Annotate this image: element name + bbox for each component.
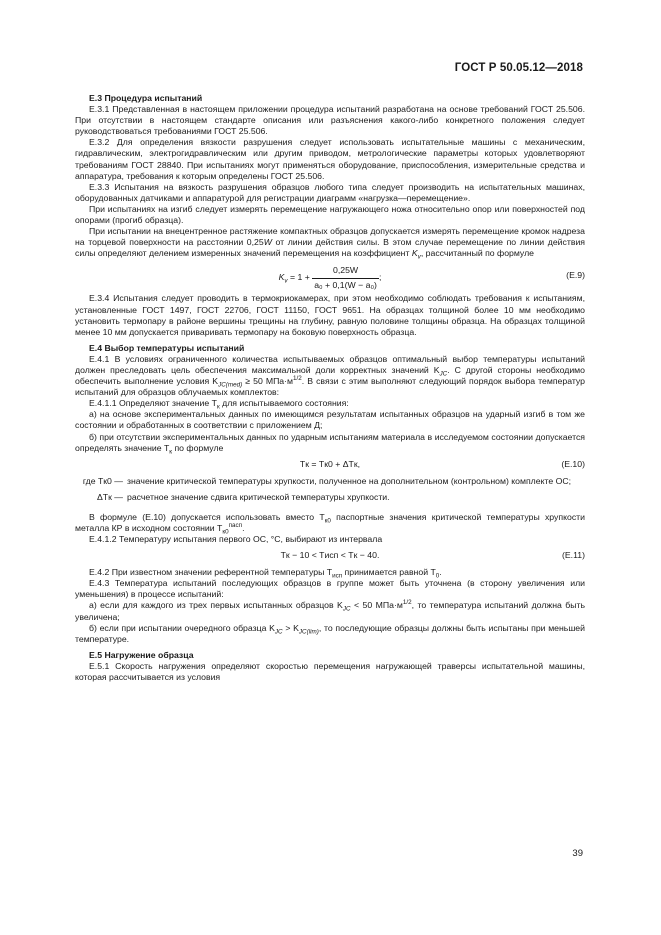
paragraph: Е.4.3 Температура испытаний последующих образцов в группе может быть уточнена (в сторону увеличения или уменьшения) в процессе испытаний: [75, 578, 585, 600]
document-code: ГОСТ Р 50.05.12—2018 [454, 62, 583, 74]
paragraph: а) на основе экспериментальных данных по имеющимся результатам испытанных образцов на ударный изгиб в том же состоянии и обработанных в соответствии с приложением Д; [75, 409, 585, 431]
document-body [75, 93, 585, 683]
formula-e11: Tк − 10 < Tисп < Tк − 40. (Е.11) [280, 550, 585, 561]
paragraph: Е.4.1 В условиях ограниченного количества испытываемых образцов оптимальный выбор температуры испытаний должен преследовать цель обеспечения максимальной доли корректных значений $K_{JC}$. С другой стороны необходимо обеспечить выполнение условия $K_{JC(med)} \ge 50$ $МПа\cdot м^{1/2}$. В связи с этим выполняют следующий порядок выбора температур испытаний для образцов облучаемых комплектов: [75, 353, 585, 398]
page-number: 39 [572, 848, 583, 859]
section-heading-e4: Е.4 Выбор температуры испытаний [89, 342, 245, 353]
formula-e9: $K_v = 1$ + $\frac{0,25W}{\text{a₀ + 0,1(W − a₀)}}$ ; (Е.9) [278, 265, 585, 290]
definition-item: ΔTк — расчетное значение сдвига критической температуры хрупкости. [96, 491, 390, 502]
formula-e10: Tк = Tк0 + ΔTк, (Е.10) [299, 458, 585, 469]
section-heading-e5: Е.5 Нагружение образца [89, 649, 194, 660]
definition-item: где Tк0 — значение критической температуры хрупкости, полученное на дополнительном (контрольном) комплекте ОС; [82, 475, 572, 486]
paragraph: б) если при испытании очередного образца $K_{JC} > K_{JC(lim)}$, то последующие образцы должны быть испытаны при меньшей температуре. [75, 622, 585, 644]
section-heading-e3: Е.3 Процедура испытаний [89, 93, 203, 103]
paragraph: Е.4.1.1 Определяют значение $T_к$ для испытываемого состояния: [89, 398, 349, 411]
paragraph: Е.3.1 Представленная в настоящем приложении процедура испытаний разработана на основе требований ГОСТ 25.506. При отсутствии в настоящем стандарте описания или разъяснения какого-либо конкретного положения следует руководствоваться требованиями ГОСТ 25.506. [75, 104, 585, 137]
paragraph: Е.3.3 Испытания на вязкость разрушения образцов любого типа следует производить на испытательных машинах, оборудованных датчиками и аппаратурой для регистрации диаграмм «нагрузка—перемещение». [75, 181, 585, 203]
paragraph: При испытаниях на изгиб следует измерять перемещение нагружающего ножа относительно опор или поверхностей под опорами (прогиб образца). [75, 203, 585, 226]
paragraph: б) при отсутствии экспериментальных данных по ударным испытаниям материала в исследуемом состоянии допускается определять значение $T_к$ по формуле [75, 431, 585, 456]
paragraph: При испытании на внецентренное растяжение компактных образцов допускается измерять перемещение кромок надреза на торцевой поверхности на расстоянии 0,25W от линии действия силы. В этом случае перемещение по линии действия силы определяют делением измеренных значений перемещения на коэффициент $K_v$, рассчитанный по формуле [75, 226, 585, 262]
formula-number: (Е.11) [561, 550, 585, 561]
paragraph: В формуле (Е.10) допускается использовать вместо $T_{к0}$ паспортные значения критической температуры хрупкости металла КР в исходном состоянии $T_{к0}^{пасп}$. [75, 511, 585, 536]
paragraph: Е.4.2 При известном значении референтной температуры $T_{исп}$ принимается равной $T_0$. [89, 567, 442, 580]
fraction: $\frac{0,25W}{\text{a₀ + 0,1(W − a₀)}}$ [314, 265, 377, 290]
paragraph: Е.3.4 Испытания следует проводить в термокриокамерах, при этом необходимо соблюдать требования к испытаниям, установленные ГОСТ 1497, ГОСТ 22706, ГОСТ 11150, ГОСТ 9651. На образцах толщиной более 10 мм необходимо установить термопару в районе вершины трещины на глубину, равную половине толщины образца. На образцах толщиной менее 10 мм допускается приваривать термопару на боковую поверхность образца. [75, 293, 585, 337]
paragraph: Е.3.2 Для определения вязкости разрушения следует использовать испытательные машины с механическим, гидравлическим, электрогидравлическим или другим приводом, метрологические параметры которых удовлетворяют требованиям ГОСТ 28840. При испытаниях могут применяться оборудование, приспособления, измерительные средства и аппаратура, требования к которым определены ГОСТ 25.506. [75, 137, 585, 181]
formula-number: (Е.9) [566, 270, 585, 281]
formula-number: (Е.10) [561, 458, 585, 469]
paragraph: Е.4.1.2 Температуру испытания первого ОС, °С, выбирают из интервала [89, 534, 383, 545]
paragraph: а) если для каждого из трех первых испытанных образцов $K_{JC} < 50$ $МПа\cdot м^{1/2}$, то температура испытаний должна быть увеличена; [75, 599, 586, 622]
paragraph: Е.5.1 Скорость нагружения определяют скоростью перемещения нагружающей траверсы испытательной машины, которая рассчитывается из условия [75, 660, 585, 683]
